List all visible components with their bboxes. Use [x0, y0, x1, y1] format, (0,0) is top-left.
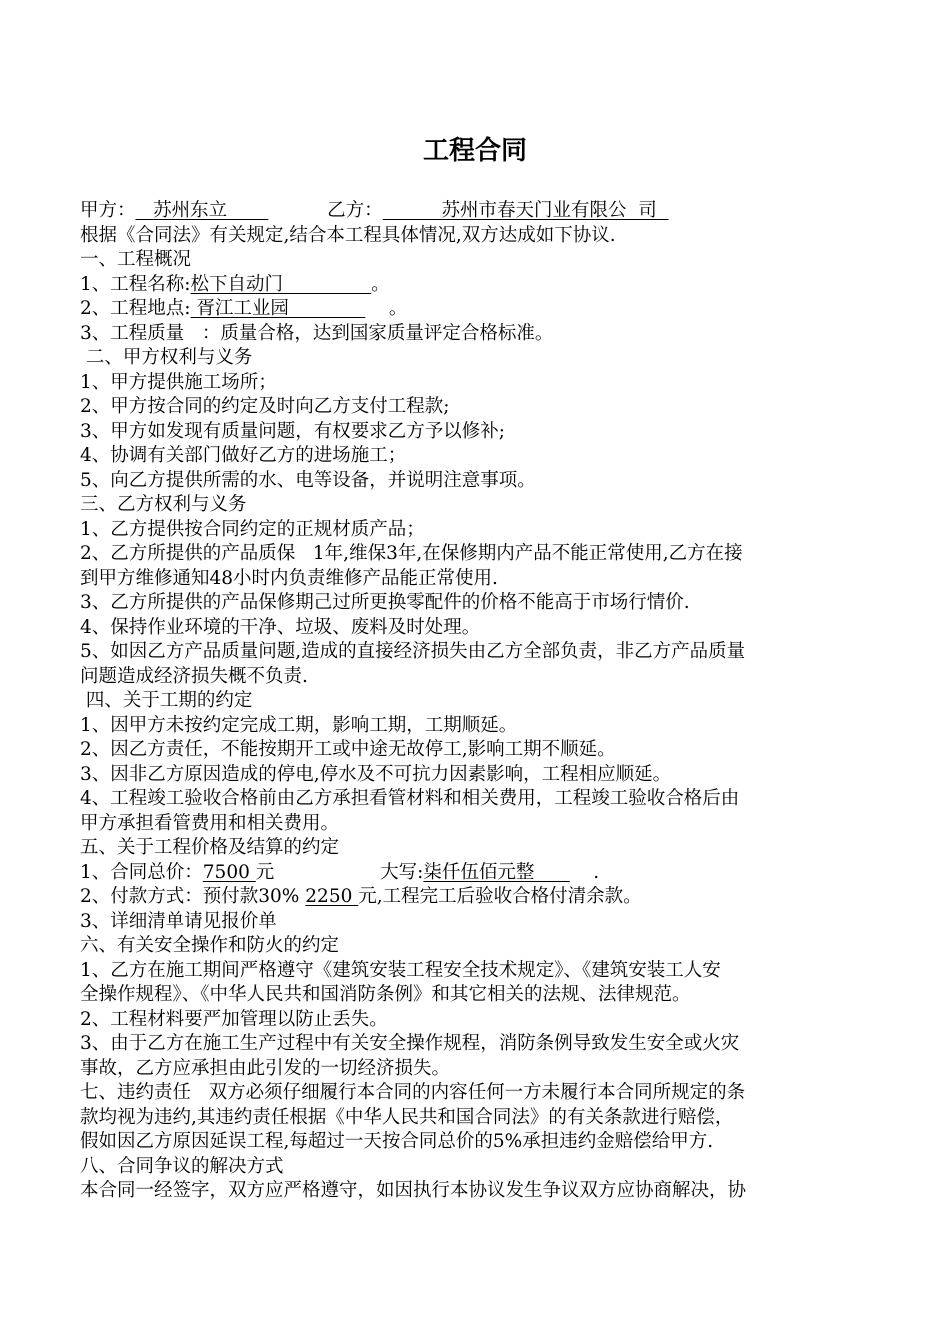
list-item: 事故，乙方应承担由此引发的一切经济损失。 [80, 1057, 451, 1079]
list-item: 2、因乙方责任，不能按期开工或中途无故停工,影响工期不顺延。 [80, 739, 616, 760]
section-4-heading: 四、关于工期的约定 [80, 690, 253, 711]
parties-line [80, 199, 885, 224]
party-b-label: 乙方： [327, 200, 383, 221]
party-a-label: 甲方： [80, 200, 136, 221]
payment-rest: 元,工程完工后验收合格付清余款。 [358, 886, 642, 907]
contract-body [80, 199, 885, 1204]
list-item: 到甲方维修通知48小时内负责维修产品能正常使用. [80, 567, 498, 589]
detail-line: 3、详细清单请见报价单 [80, 910, 277, 932]
total-price-value: 7500 [202, 861, 256, 883]
list-item: 2、甲方按合同的约定及时向乙方支付工程款; [80, 396, 450, 417]
price-caps-end: . [593, 861, 600, 883]
section-6-heading: 六、有关安全操作和防火的约定 [80, 935, 340, 956]
list-item: 4、协调有关部门做好乙方的进场施工； [80, 445, 407, 466]
list-item: 1、乙方提供按合同约定的正规材质产品； [80, 518, 425, 540]
price-caps-label: 大写: [380, 861, 424, 883]
total-price-label: 1、合同总价： [80, 861, 203, 883]
project-name-label: 1、工程名称: [80, 273, 191, 295]
list-item: 全操作规程》、《中华人民共和国消防条例》和其它相关的法规、法律规范。 [80, 984, 691, 1005]
section-5-heading: 五、关于工程价格及结算的约定 [80, 837, 340, 858]
project-quality-line: 3、工程质量 ：质量合格，达到国家质量评定合格标准。 [80, 322, 554, 344]
section-3-heading: 三、乙方权利与义务 [80, 494, 247, 515]
list-item: 甲方承担看管费用和相关费用。 [80, 812, 340, 834]
list-item: 1、因甲方未按约定完成工期，影响工期，工期顺延。 [80, 714, 518, 736]
list-item: 3、由于乙方在施工生产过程中有关安全操作规程，消防条例导致发生安全或火灾 [80, 1033, 740, 1054]
list-item: 2、乙方所提供的产品质保 1年,维保3年,在保修期内产品不能正常使用,乙方在接 [80, 543, 743, 564]
list-item: 2、工程材料要严加管理以防止丢失。 [80, 1008, 388, 1030]
section-7-line: 假如因乙方原因延误工程,每超过一天按合同总价的5%承担违约金赔偿给甲方. [80, 1131, 714, 1152]
list-item: 5、向乙方提供所需的水、电等设备，并说明注意事项。 [80, 469, 536, 491]
page-title: 工程合同 [422, 136, 527, 166]
list-item: 3、因非乙方原因造成的停电,停水及不可抗力因素影响，工程相应顺延。 [80, 763, 672, 785]
list-item: 3、乙方所提供的产品保修期己过所更换零配件的价格不能高于市场行情价. [80, 592, 690, 613]
project-location-line [80, 297, 885, 322]
list-item: 1、甲方提供施工场所； [80, 371, 277, 393]
end-mark: 。 [371, 273, 390, 295]
list-item: 5、如因乙方产品质量问题,造成的直接经济损失由乙方全部负责，非乙方产品质量 [80, 641, 746, 662]
list-item: 问题造成经济损失概不负责. [80, 665, 308, 687]
list-item: 3、甲方如发现有质量问题，有权要求乙方予以修补; [80, 420, 506, 442]
list-item: 4、工程竣工验收合格前由乙方承担看管材料和相关费用，工程竣工验收合格后由 [80, 788, 740, 809]
project-name-line [80, 273, 885, 298]
list-item: 1、乙方在施工期间严格遵守《建筑安装工程安全技术规定》、《建筑安装工人安 [80, 959, 721, 981]
total-price-unit: 元 [255, 861, 275, 883]
payment-label: 2、付款方式：预付款30% [80, 886, 306, 907]
project-location-label: 2、工程地点: [80, 298, 191, 319]
section-8-line: 本合同一经签字，双方应严格遵守，如因执行本协议发生争议双方应协商解决，协 [80, 1180, 747, 1201]
section-7-line: 款均视为违约,其违约责任根据《中华人民共和国合同法》的有关条款进行赔偿， [80, 1106, 734, 1128]
list-item: 4、保持作业环境的干净、垃圾、废料及时处理。 [80, 616, 481, 638]
price-caps-value: 柒仟伍佰元整 [423, 861, 535, 883]
intro-line: 根据《合同法》有关规定,结合本工程具体情况,双方达成如下协议. [80, 224, 616, 246]
section-1-heading: 一、工程概况 [80, 249, 192, 270]
party-a-value: 苏州东立 [153, 200, 228, 221]
project-location-value: 胥江工业园 [196, 298, 289, 319]
payment-line [80, 885, 885, 910]
payment-value: 2250 [305, 886, 359, 907]
section-2-heading: 二、甲方权利与义务 [80, 347, 253, 368]
section-8-heading: 八、合同争议的解决方式 [80, 1155, 284, 1177]
party-b-value: 苏州市春天门业有限公 司 [441, 200, 657, 221]
section-7-line: 七、违约责任 双方必须仔细履行本合同的内容任何一方未履行本合同所规定的条 [80, 1082, 746, 1103]
total-price-line [80, 861, 885, 886]
project-name-value: 松下自动门 [190, 273, 284, 295]
end-mark: 。 [388, 298, 408, 319]
